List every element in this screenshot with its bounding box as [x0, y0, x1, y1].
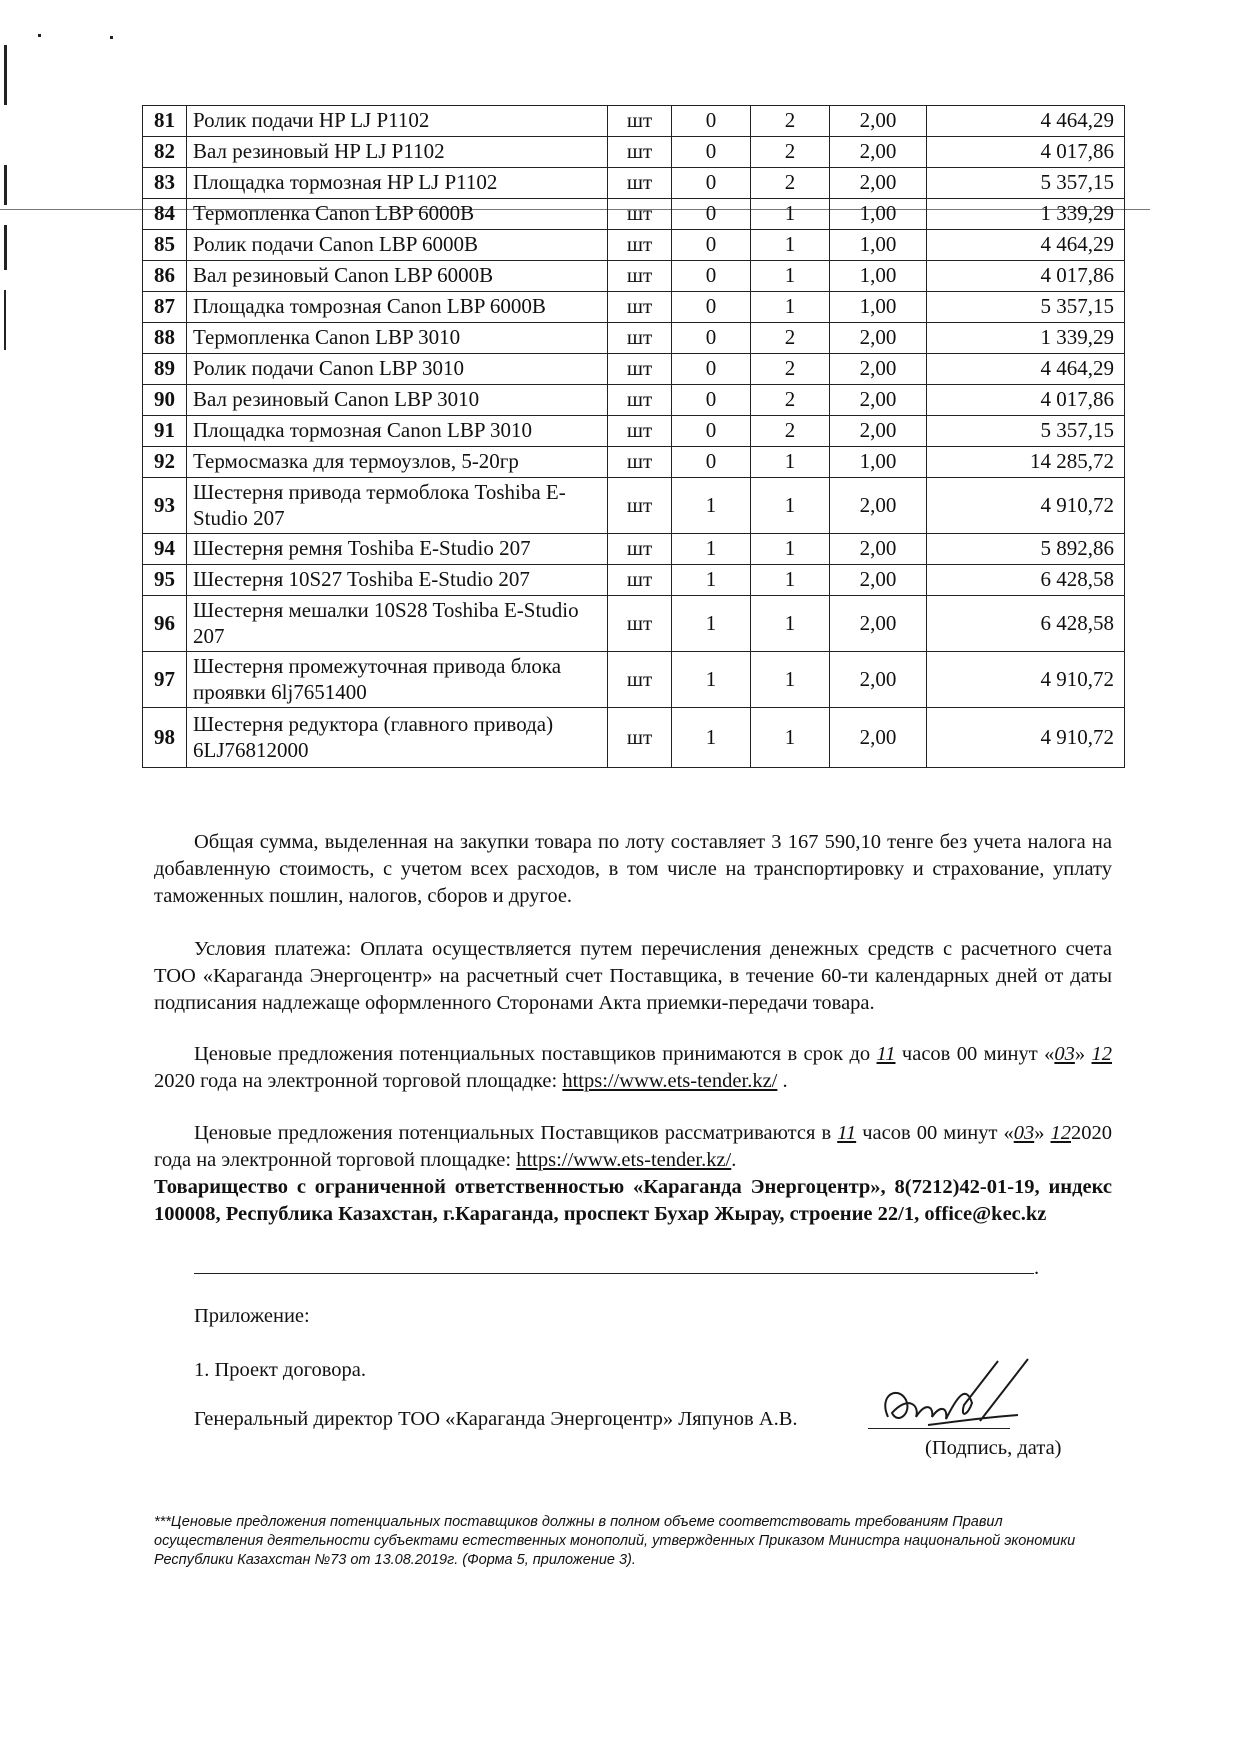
cell-num: 96 — [143, 596, 187, 652]
cell-q2: 2 — [751, 106, 830, 137]
review-month: 12 — [1050, 1122, 1072, 1144]
cell-unit: шт — [608, 708, 672, 768]
cell-name: Вал резиновый HP LJ P1102 — [187, 137, 608, 168]
cell-name: Площадка томрозная Canon LBP 6000B — [187, 292, 608, 323]
cell-q3: 2,00 — [830, 534, 927, 565]
acceptance-time-text: часов 00 минут « — [901, 1043, 1055, 1065]
cell-unit: шт — [608, 652, 672, 708]
cell-q2: 1 — [751, 708, 830, 768]
cell-q2: 2 — [751, 323, 830, 354]
cell-amount: 4 017,86 — [927, 261, 1125, 292]
cell-q3: 1,00 — [830, 261, 927, 292]
cell-q1: 0 — [672, 261, 751, 292]
cell-num: 93 — [143, 478, 187, 534]
footnote: ***Ценовые предложения потенциальных поставщиков должны в полном объеме соответствовать требованиям Правил осуществления деятельности субъектами естественных монополий, утвержденных Приказом Министра национальной экономики Республики Казахстан №73 от 13.08.2019г. (Форма 5, приложение 3). — [154, 1514, 1076, 1568]
table-row — [143, 261, 1125, 292]
cell-q1: 1 — [672, 534, 751, 565]
cell-q3: 2,00 — [830, 416, 927, 447]
total-paragraph — [154, 829, 1112, 910]
cell-q2: 1 — [751, 596, 830, 652]
cell-unit: шт — [608, 199, 672, 230]
blank-underline-end: . — [1034, 1257, 1040, 1279]
cell-q3: 2,00 — [830, 323, 927, 354]
cell-name: Вал резиновый Canon LBP 6000B — [187, 261, 608, 292]
acceptance-month: 12 — [1091, 1043, 1113, 1065]
cell-amount: 1 339,29 — [927, 323, 1125, 354]
review-hour: 11 — [837, 1122, 857, 1144]
cell-q3: 1,00 — [830, 447, 927, 478]
cell-q3: 2,00 — [830, 565, 927, 596]
cell-amount: 4 910,72 — [927, 708, 1125, 768]
cell-unit: шт — [608, 106, 672, 137]
cell-q2: 1 — [751, 478, 830, 534]
cell-unit: шт — [608, 534, 672, 565]
cell-q1: 0 — [672, 168, 751, 199]
acceptance-day: 03 — [1054, 1043, 1075, 1065]
cell-q2: 2 — [751, 354, 830, 385]
cell-num: 87 — [143, 292, 187, 323]
cell-num: 84 — [143, 199, 187, 230]
cell-unit: шт — [608, 354, 672, 385]
table-row — [143, 168, 1125, 199]
table-row — [143, 385, 1125, 416]
table-row — [143, 354, 1125, 385]
cell-amount: 6 428,58 — [927, 596, 1125, 652]
cell-amount: 4 910,72 — [927, 478, 1125, 534]
cell-q1: 1 — [672, 652, 751, 708]
table-row — [143, 534, 1125, 565]
table-row — [143, 323, 1125, 354]
acceptance-url-link[interactable]: https://www.ets-tender.kz/ — [562, 1070, 778, 1092]
review-text: Ценовые предложения потенциальных Поставщиков рассматриваются в — [194, 1122, 832, 1144]
cell-num: 89 — [143, 354, 187, 385]
cell-unit: шт — [608, 137, 672, 168]
cell-amount: 4 017,86 — [927, 385, 1125, 416]
cell-unit: шт — [608, 565, 672, 596]
company-details: Товарищество с ограниченной ответственностью «Караганда Энергоцентр», 8(7212)42-01-19, индекс 100008, Республика Казахстан, г.Караганда, проспект Бухар Жырау, строение 22/1, office@kec.kz — [154, 1176, 1112, 1225]
cell-amount: 14 285,72 — [927, 447, 1125, 478]
cell-q2: 1 — [751, 534, 830, 565]
scan-edge-mark — [4, 225, 7, 270]
cell-unit: шт — [608, 292, 672, 323]
cell-name: Термопленка Canon LBP 6000B — [187, 199, 608, 230]
cell-q2: 1 — [751, 292, 830, 323]
total-text: Общая сумма, выделенная на закупки товара по лоту составляет 3 167 590,10 тенге без учета налога на добавленную стоимость, с учетом всех расходов, в том числе на транспортировку и страхование, уплату таможенных пошлин, налогов, сборов и другое. — [154, 831, 1112, 907]
cell-unit: шт — [608, 416, 672, 447]
cell-amount: 5 357,15 — [927, 168, 1125, 199]
signatory: Генеральный директор ТОО «Караганда Энергоцентр» Ляпунов А.В. — [194, 1408, 798, 1430]
cell-q3: 1,00 — [830, 230, 927, 261]
cell-name: Шестерня привода термоблока Toshiba E-Studio 207 — [187, 478, 608, 534]
cell-amount: 4 017,86 — [927, 137, 1125, 168]
cell-name: Термосмазка для термоузлов, 5-20гр — [187, 447, 608, 478]
cell-q2: 1 — [751, 199, 830, 230]
cell-num: 95 — [143, 565, 187, 596]
cell-unit: шт — [608, 596, 672, 652]
cell-name: Ролик подачи Canon LBP 3010 — [187, 354, 608, 385]
cell-name: Шестерня 10S27 Toshiba E-Studio 207 — [187, 565, 608, 596]
cell-q2: 2 — [751, 385, 830, 416]
cell-q3: 2,00 — [830, 385, 927, 416]
table-row — [143, 652, 1125, 708]
cell-q2: 2 — [751, 137, 830, 168]
cell-unit: шт — [608, 168, 672, 199]
cell-amount: 4 464,29 — [927, 106, 1125, 137]
appendix-label: Приложение: — [194, 1305, 310, 1327]
cell-amount: 5 357,15 — [927, 292, 1125, 323]
table-row — [143, 292, 1125, 323]
cell-amount: 4 464,29 — [927, 230, 1125, 261]
cell-q2: 1 — [751, 447, 830, 478]
cell-name: Площадка тормозная HP LJ P1102 — [187, 168, 608, 199]
table-row — [143, 137, 1125, 168]
cell-q1: 1 — [672, 596, 751, 652]
review-sep: » — [1034, 1122, 1045, 1144]
cell-unit: шт — [608, 261, 672, 292]
cell-amount: 5 892,86 — [927, 534, 1125, 565]
signature-caption: (Подпись, дата) — [925, 1437, 1062, 1459]
cell-unit: шт — [608, 478, 672, 534]
cell-q1: 1 — [672, 478, 751, 534]
cell-q2: 1 — [751, 230, 830, 261]
cell-q1: 0 — [672, 323, 751, 354]
table-row — [143, 478, 1125, 534]
cell-q3: 1,00 — [830, 292, 927, 323]
cell-num: 91 — [143, 416, 187, 447]
cell-q3: 2,00 — [830, 354, 927, 385]
cell-num: 86 — [143, 261, 187, 292]
cell-q2: 2 — [751, 416, 830, 447]
cell-q3: 2,00 — [830, 708, 927, 768]
cell-num: 98 — [143, 708, 187, 768]
cell-num: 81 — [143, 106, 187, 137]
cell-num: 83 — [143, 168, 187, 199]
acceptance-paragraph — [154, 1041, 1112, 1095]
table-row — [143, 199, 1125, 230]
cell-amount: 4 464,29 — [927, 354, 1125, 385]
items-table — [142, 105, 1125, 768]
cell-q1: 1 — [672, 708, 751, 768]
cell-q3: 2,00 — [830, 106, 927, 137]
scan-edge-mark — [4, 45, 7, 105]
cell-q3: 2,00 — [830, 596, 927, 652]
cell-amount: 1 339,29 — [927, 199, 1125, 230]
cell-name: Шестерня промежуточная привода блока проявки 6lj7651400 — [187, 652, 608, 708]
scan-edge-mark — [4, 165, 7, 205]
table-row — [143, 416, 1125, 447]
cell-q1: 0 — [672, 385, 751, 416]
cell-q1: 0 — [672, 292, 751, 323]
cell-unit: шт — [608, 230, 672, 261]
cell-q1: 0 — [672, 137, 751, 168]
payment-paragraph — [154, 936, 1112, 1017]
cell-q3: 1,00 — [830, 199, 927, 230]
cell-q2: 1 — [751, 565, 830, 596]
table-row — [143, 708, 1125, 768]
cell-q1: 0 — [672, 416, 751, 447]
review-day: 03 — [1013, 1122, 1035, 1144]
payment-text: Условия платежа: Оплата осуществляется путем перечисления денежных средств с расчетного счета ТОО «Караганда Энергоцентр» на расчетный счет Поставщика, в течение 60-ти календарных дней от даты подписания надлежаще оформленного Сторонами Акта приемки-передачи товара. — [154, 938, 1112, 1014]
cell-name: Ролик подачи Canon LBP 6000B — [187, 230, 608, 261]
table-row — [143, 447, 1125, 478]
cell-num: 85 — [143, 230, 187, 261]
cell-amount: 4 910,72 — [927, 652, 1125, 708]
cell-q2: 2 — [751, 168, 830, 199]
scan-edge-mark — [4, 290, 6, 350]
table-row — [143, 106, 1125, 137]
cell-q1: 0 — [672, 230, 751, 261]
cell-num: 94 — [143, 534, 187, 565]
appendix-item: 1. Проект договора. — [194, 1359, 367, 1381]
cell-num: 92 — [143, 447, 187, 478]
acceptance-year-text: 2020 года на электронной торговой площадке: — [154, 1070, 558, 1092]
cell-q1: 0 — [672, 199, 751, 230]
scan-dot — [38, 34, 41, 37]
review-paragraph — [154, 1120, 1112, 1228]
cell-num: 88 — [143, 323, 187, 354]
scan-dot — [110, 36, 113, 39]
cell-unit: шт — [608, 385, 672, 416]
cell-name: Шестерня мешалки 10S28 Toshiba E-Studio 207 — [187, 596, 608, 652]
review-year-text: 2020 года на электронной торговой площадке: — [154, 1122, 1113, 1171]
cell-name: Шестерня редуктора (главного привода) 6LJ76812000 — [187, 708, 608, 768]
cell-num: 90 — [143, 385, 187, 416]
cell-num: 97 — [143, 652, 187, 708]
cell-num: 82 — [143, 137, 187, 168]
cell-q1: 0 — [672, 354, 751, 385]
cell-unit: шт — [608, 447, 672, 478]
table-row — [143, 596, 1125, 652]
cell-amount: 6 428,58 — [927, 565, 1125, 596]
cell-name: Термопленка Canon LBP 3010 — [187, 323, 608, 354]
blank-underline — [194, 1273, 1034, 1274]
acceptance-ending: . — [782, 1070, 788, 1092]
cell-amount: 5 357,15 — [927, 416, 1125, 447]
table-row — [143, 230, 1125, 261]
acceptance-hour: 11 — [876, 1043, 896, 1065]
cell-q1: 0 — [672, 106, 751, 137]
cell-q1: 1 — [672, 565, 751, 596]
cell-name: Шестерня ремня Toshiba E-Studio 207 — [187, 534, 608, 565]
acceptance-text: Ценовые предложения потенциальных поставщиков принимаются в срок до — [194, 1043, 871, 1065]
cell-name: Вал резиновый Canon LBP 3010 — [187, 385, 608, 416]
acceptance-sep: » — [1074, 1043, 1086, 1065]
cell-q2: 1 — [751, 261, 830, 292]
handwritten-signature — [868, 1355, 1048, 1435]
review-ending: . — [731, 1149, 737, 1171]
cell-q2: 1 — [751, 652, 830, 708]
cell-name: Ролик подачи HP LJ P1102 — [187, 106, 608, 137]
cell-unit: шт — [608, 323, 672, 354]
cell-q3: 2,00 — [830, 478, 927, 534]
table-row — [143, 565, 1125, 596]
cell-name: Площадка тормозная Canon LBP 3010 — [187, 416, 608, 447]
cell-q1: 0 — [672, 447, 751, 478]
cell-q3: 2,00 — [830, 652, 927, 708]
review-time-text: часов 00 минут « — [862, 1122, 1014, 1144]
review-url-link[interactable]: https://www.ets-tender.kz/ — [516, 1149, 732, 1171]
cell-q3: 2,00 — [830, 137, 927, 168]
cell-q3: 2,00 — [830, 168, 927, 199]
items-table-body — [143, 106, 1125, 768]
